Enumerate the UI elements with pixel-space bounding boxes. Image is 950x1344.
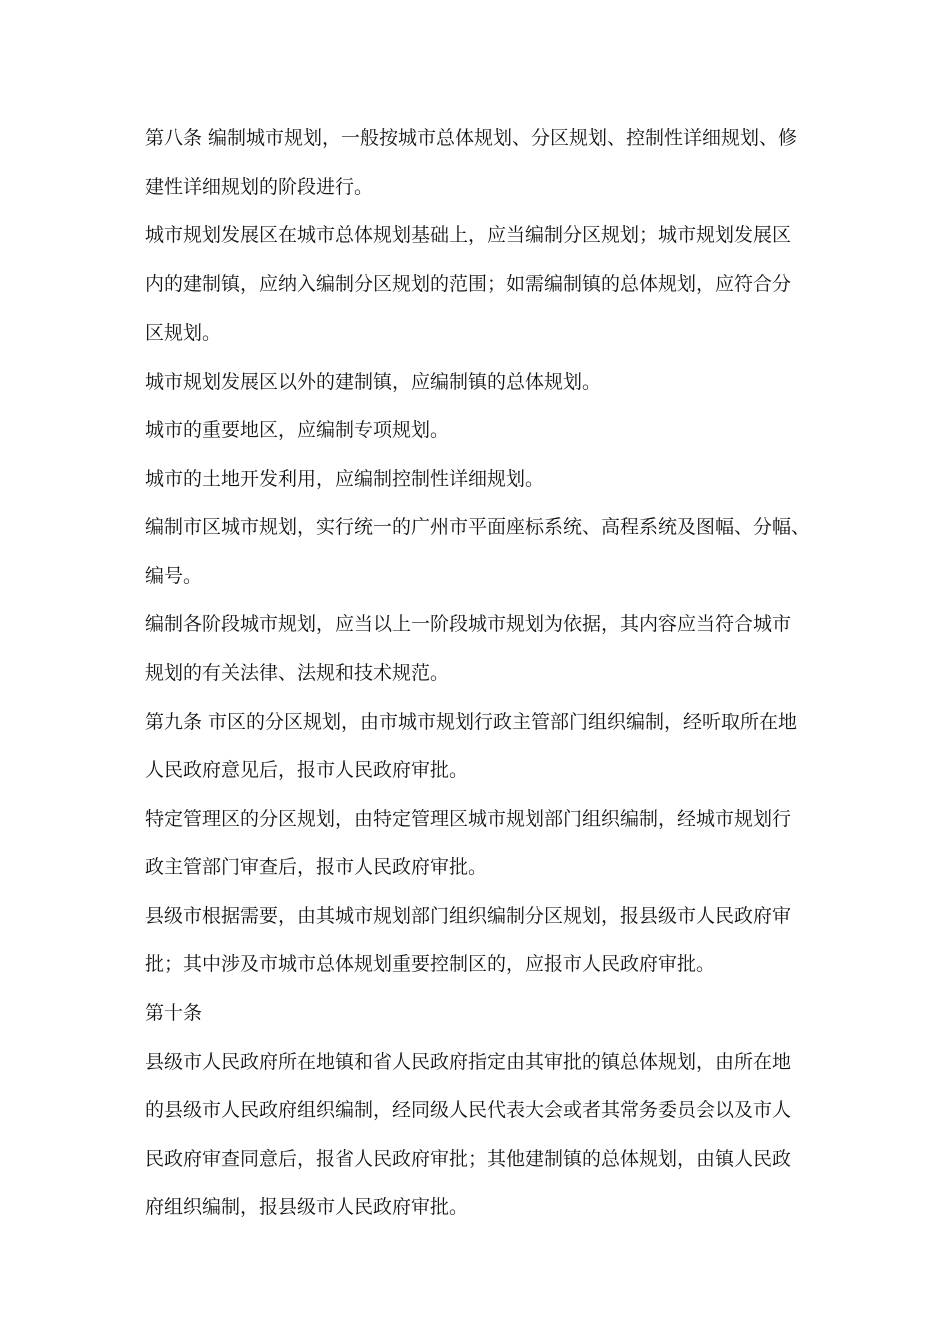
- text-line: 城市规划发展区在城市总体规划基础上，应当编制分区规划；城市规划发展区: [145, 224, 792, 246]
- text-line: 批；其中涉及市城市总体规划重要控制区的，应报市人民政府审批。: [145, 953, 716, 975]
- text-line: 县级市人民政府所在地镇和省人民政府指定由其审批的镇总体规划，由所在地: [145, 1051, 792, 1073]
- text-line: 城市的土地开发利用，应编制控制性详细规划。: [145, 468, 545, 490]
- text-line: 特定管理区的分区规划，由特定管理区城市规划部门组织编制，经城市规划行: [145, 808, 792, 830]
- text-line: 建性详细规划的阶段进行。: [145, 176, 374, 198]
- text-line: 规划的有关法律、法规和技术规范。: [145, 662, 450, 684]
- text-line: 政主管部门审查后，报市人民政府审批。: [145, 856, 488, 878]
- text-line: 内的建制镇，应纳入编制分区规划的范围；如需编制镇的总体规划，应符合分: [145, 273, 792, 295]
- text-line: 编制各阶段城市规划，应当以上一阶段城市规划为依据，其内容应当符合城市: [145, 613, 792, 635]
- text-line: 编号。: [145, 565, 203, 587]
- text-line: 第八条 编制城市规划，一般按城市总体规划、分区规划、控制性详细规划、修: [145, 127, 798, 149]
- text-line: 县级市根据需要，由其城市规划部门组织编制分区规划，报县级市人民政府审: [145, 905, 792, 927]
- text-line: 第九条 市区的分区规划，由市城市规划行政主管部门组织编制，经听取所在地: [145, 711, 798, 733]
- text-line: 的县级市人民政府组织编制，经同级人民代表大会或者其常务委员会以及市人: [145, 1099, 792, 1121]
- text-line: 人民政府意见后，报市人民政府审批。: [145, 759, 469, 781]
- text-line: 民政府审查同意后，报省人民政府审批；其他建制镇的总体规划，由镇人民政: [145, 1148, 792, 1170]
- text-line: 城市的重要地区，应编制专项规划。: [145, 419, 450, 441]
- text-line: 编制市区城市规划，实行统一的广州市平面座标系统、高程系统及图幅、分幅、: [145, 516, 811, 538]
- text-line: 城市规划发展区以外的建制镇，应编制镇的总体规划。: [145, 371, 602, 393]
- text-line: 区规划。: [145, 322, 222, 344]
- text-line: 第十条: [145, 1002, 203, 1024]
- text-line: 府组织编制，报县级市人民政府审批。: [145, 1196, 469, 1218]
